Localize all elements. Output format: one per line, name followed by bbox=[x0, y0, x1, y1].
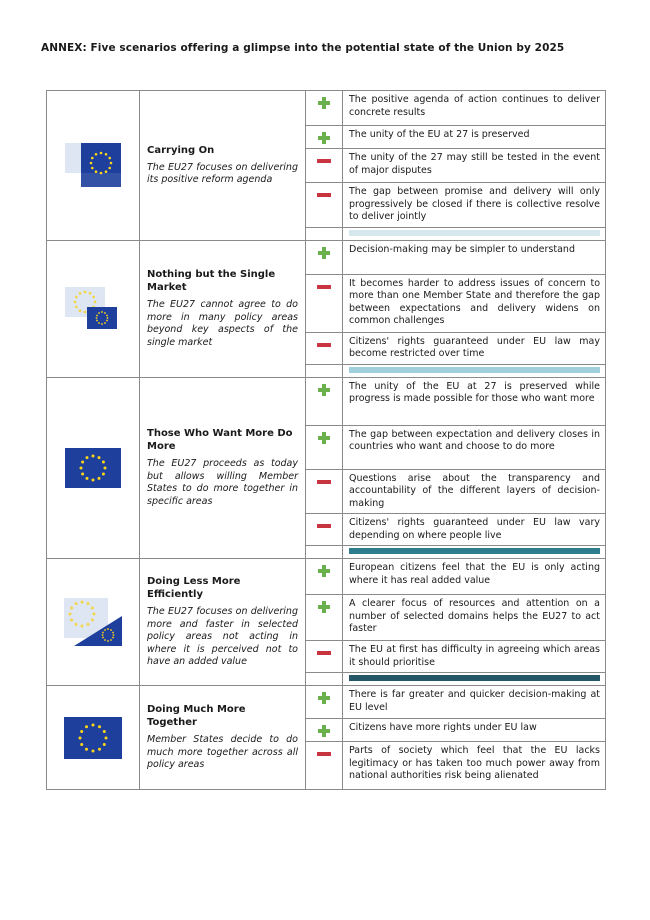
scenario-4-subtitle: The EU27 focuses on delivering more and faster in selected policy areas not acting in where it is perceived not to have an added value bbox=[147, 606, 298, 668]
scenarios-table bbox=[46, 90, 606, 790]
eu-flag-icon bbox=[65, 143, 121, 187]
point-sign bbox=[306, 641, 343, 673]
eu-flag-icon bbox=[65, 287, 121, 331]
plus-icon bbox=[318, 97, 330, 109]
scenario-3-flag bbox=[47, 377, 140, 559]
point-sign bbox=[306, 126, 343, 149]
scenario-1-description bbox=[140, 91, 306, 241]
eu-flag-icon bbox=[64, 598, 122, 646]
scenario-3-subtitle: The EU27 proceeds as today but allows willing Member States to do more together in specific areas bbox=[147, 458, 298, 507]
scenario-2-title: Nothing but the Single Market bbox=[147, 269, 276, 293]
point-sign bbox=[306, 595, 343, 641]
scenario-4-flag bbox=[47, 559, 140, 686]
point-sign bbox=[306, 377, 343, 425]
point-text: The gap between expectation and delivery closes in countries who want and choose to do more bbox=[343, 425, 606, 469]
minus-icon bbox=[317, 647, 331, 659]
bar-cell bbox=[343, 364, 606, 377]
scenario-3 bbox=[47, 377, 606, 559]
point-sign bbox=[306, 559, 343, 595]
scenario-5-description bbox=[140, 686, 306, 790]
scenario-4 bbox=[47, 559, 606, 686]
scenario-5-subtitle: Member States decide to do much more together across all policy areas bbox=[147, 734, 298, 771]
scenario-1-flag bbox=[47, 91, 140, 241]
point-text: Citizens' rights guaranteed under EU law vary depending on where people live bbox=[343, 514, 606, 546]
eu-flag-icon bbox=[64, 717, 122, 759]
plus-icon bbox=[318, 601, 330, 613]
minus-icon bbox=[317, 520, 331, 532]
plus-icon bbox=[318, 247, 330, 259]
scenario-bar bbox=[349, 367, 600, 373]
point-text: European citizens feel that the EU is only acting where it has real added value bbox=[343, 559, 606, 595]
plus-icon bbox=[318, 565, 330, 577]
point-text: The EU at first has difficulty in agreeing which areas it should prioritise bbox=[343, 641, 606, 673]
point-text: A clearer focus of resources and attention on a number of selected domains helps the EU27 to act faster bbox=[343, 595, 606, 641]
scenario-4-description bbox=[140, 559, 306, 686]
scenario-2-subtitle: The EU27 cannot agree to do more in many policy areas beyond key aspects of the single market bbox=[147, 299, 298, 348]
bar-cell bbox=[306, 364, 343, 377]
plus-icon bbox=[318, 692, 330, 704]
point-sign bbox=[306, 469, 343, 514]
point-text: There is far greater and quicker decision-making at EU level bbox=[343, 686, 606, 719]
point-sign bbox=[306, 240, 343, 274]
point-text: The unity of the 27 may still be tested in the event of major disputes bbox=[343, 149, 606, 183]
point-sign bbox=[306, 332, 343, 364]
scenario-5-title: Doing Much More Together bbox=[147, 704, 246, 729]
point-text: The unity of the EU at 27 is preserved while progress is made possible for those who want more bbox=[343, 377, 606, 425]
point-text: It becomes harder to address issues of concern to more than one Member State and therefore the gap between expectations and delivery widens on common challenges bbox=[343, 274, 606, 332]
point-sign bbox=[306, 686, 343, 719]
point-sign bbox=[306, 91, 343, 126]
minus-icon bbox=[317, 476, 331, 488]
point-text: The positive agenda of action continues to deliver concrete results bbox=[343, 91, 606, 126]
scenario-3-title: Those Who Want More Do More bbox=[147, 428, 293, 453]
scenario-3-description bbox=[140, 377, 306, 559]
minus-icon bbox=[317, 281, 331, 293]
minus-icon bbox=[317, 155, 331, 167]
scenario-bar bbox=[349, 230, 600, 236]
plus-icon bbox=[318, 384, 330, 396]
minus-icon bbox=[317, 189, 331, 201]
scenario-1 bbox=[47, 91, 606, 241]
point-sign bbox=[306, 425, 343, 469]
point-text: Questions arise about the transparency and accountability of the different layers of decision-making bbox=[343, 469, 606, 514]
point-text: Decision-making may be simpler to understand bbox=[343, 240, 606, 274]
plus-icon bbox=[318, 132, 330, 144]
point-text: The unity of the EU at 27 is preserved bbox=[343, 126, 606, 149]
scenario-2-description bbox=[140, 240, 306, 377]
scenario-5 bbox=[47, 686, 606, 790]
point-sign bbox=[306, 149, 343, 183]
minus-icon bbox=[317, 339, 331, 351]
bar-cell bbox=[343, 673, 606, 686]
bar-cell bbox=[306, 546, 343, 559]
eu-flag-icon bbox=[65, 448, 121, 488]
scenario-bar bbox=[349, 548, 600, 554]
bar-cell bbox=[343, 227, 606, 240]
scenario-bar bbox=[349, 675, 600, 681]
bar-cell bbox=[306, 673, 343, 686]
plus-icon bbox=[318, 432, 330, 444]
plus-icon bbox=[318, 725, 330, 737]
point-text: Citizens' rights guaranteed under EU law may become restricted over time bbox=[343, 332, 606, 364]
point-text: Citizens have more rights under EU law bbox=[343, 719, 606, 742]
page-title: ANNEX: Five scenarios offering a glimpse into the potential state of the Union by 2025 bbox=[41, 42, 565, 54]
scenario-1-subtitle: The EU27 focuses on delivering its positive reform agenda bbox=[147, 161, 298, 186]
scenario-4-title: Doing Less More Efficiently bbox=[147, 576, 241, 601]
point-text: The gap between promise and delivery will only progressively be closed if there is collective resolve to deliver jointly bbox=[343, 183, 606, 228]
bar-cell bbox=[343, 546, 606, 559]
scenario-2-flag bbox=[47, 240, 140, 377]
point-sign bbox=[306, 719, 343, 742]
scenario-5-flag bbox=[47, 686, 140, 790]
point-sign bbox=[306, 183, 343, 228]
bar-cell bbox=[306, 227, 343, 240]
point-sign bbox=[306, 514, 343, 546]
minus-icon bbox=[317, 748, 331, 760]
point-sign bbox=[306, 742, 343, 790]
point-sign bbox=[306, 274, 343, 332]
scenario-2 bbox=[47, 240, 606, 377]
scenario-1-title: Carrying On bbox=[147, 144, 215, 156]
point-text: Parts of society which feel that the EU lacks legitimacy or has taken too much power away from national authorities risk being alienated bbox=[343, 742, 606, 790]
